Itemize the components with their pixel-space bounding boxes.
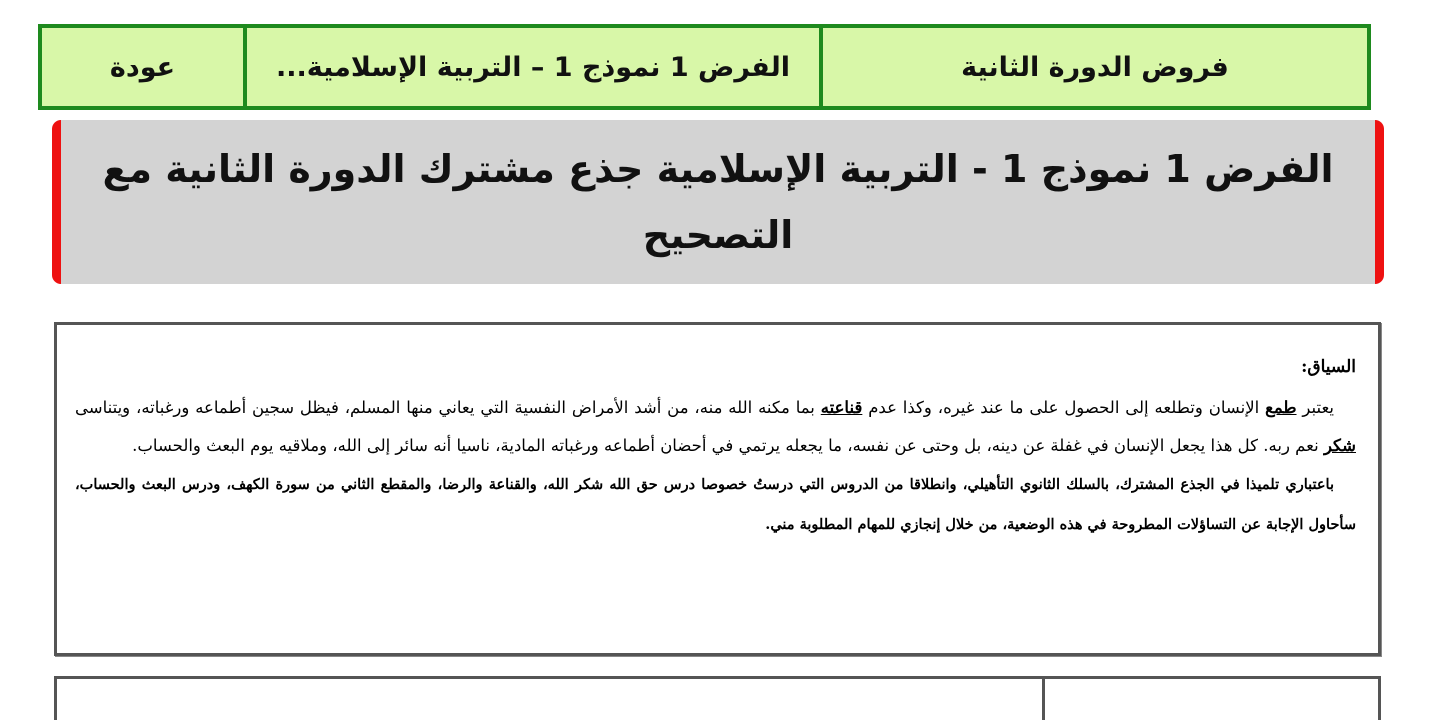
context-text: يعتبر [1296, 398, 1334, 417]
keyword-greed: طمع [1265, 398, 1297, 417]
title-banner [52, 120, 1384, 284]
tasks-table [54, 676, 1381, 720]
page-title: الفرض 1 نموذج 1 - التربية الإسلامية جذع مشترك الدورة الثانية مع التصحيح [102, 147, 1334, 257]
context-task-statement: باعتباري تلميذا في الجذع المشترك، بالسلك الثانوي التأهيلي، وانطلاقا من الدروس التي درستُ خصوصا درس حق الله شكر الله، والقناعة والرضا، والمقطع الثاني من سورة الكهف، ودرس البعث والحساب، سأحاول الإجابة عن التساؤلات المطروحة في هذه الوضعية، من خلال إنجازي للمهام المطلوبة مني. [75, 476, 1356, 533]
back-button[interactable]: عودة [38, 24, 247, 110]
context-text: الإنسان وتطلعه إلى الحصول على ما عند غيره، وكذا عدم [862, 398, 1266, 417]
tasks-table-label-cell [1042, 679, 1378, 720]
tasks-table-content-cell [57, 679, 1042, 720]
top-nav-bar [38, 24, 1371, 110]
context-box [54, 322, 1381, 656]
context-paragraph [75, 389, 1356, 465]
nav-section-link[interactable]: فروض الدورة الثانية [819, 24, 1371, 110]
keyword-gratitude: شكر [1323, 436, 1356, 455]
context-text: بما مكنه الله منه، من أشد الأمراض النفسية التي يعاني منها المسلم، فيظل سجين أطماعه ورغباته، ويتناسى [75, 398, 821, 417]
keyword-contentment: قناعته [820, 398, 863, 417]
context-heading: السياق: [1301, 357, 1356, 377]
nav-current-page-link[interactable]: الفرض 1 نموذج 1 – التربية الإسلامية... [243, 24, 823, 110]
context-text: نعم ربه. كل هذا يجعل الإنسان في غفلة عن دينه، بل وحتى عن نفسه، ما يجعله يرتمي في أحضان أطماعه ورغباته المادية، ناسيا أنه سائر إلى الله، وملاقيه يوم البعث والحساب. [132, 436, 1324, 455]
